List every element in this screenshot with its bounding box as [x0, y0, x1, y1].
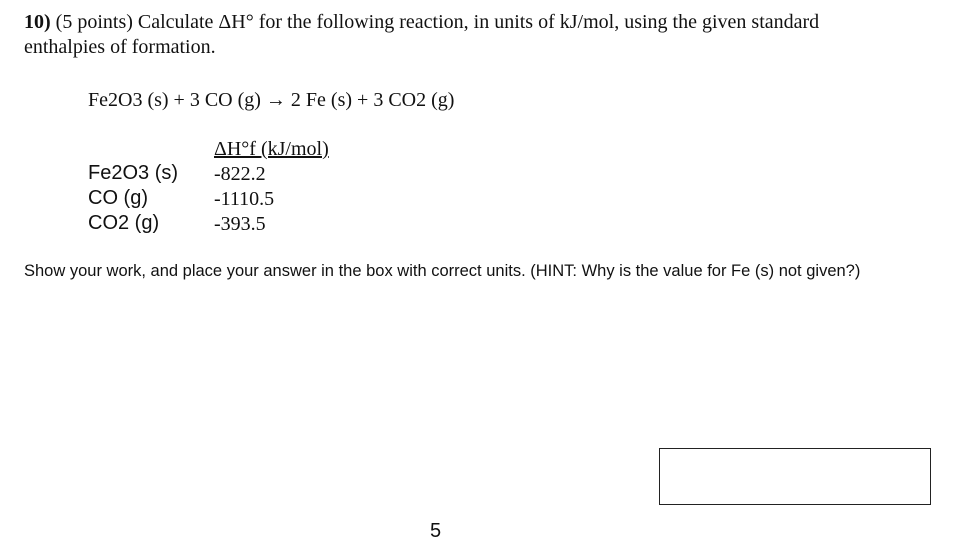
instructions-text: Show your work, and place your answer in the box with correct units. (HINT: Why is the value for Fe (s) not given?) [24, 262, 861, 280]
enthalpy-header: ΔH°f (kJ/mol) [214, 138, 329, 160]
species-column [88, 161, 178, 236]
enthalpy-column [214, 137, 329, 237]
reaction-equation: Fe2O3 (s) + 3 CO (g) → 2 Fe (s) + 3 CO2 (g) [88, 89, 455, 111]
enthalpy-co2: -393.5 [214, 213, 266, 235]
species-co2: CO2 (g) [88, 212, 160, 234]
species-co: CO (g) [88, 187, 148, 209]
enthalpy-co: -1110.5 [214, 188, 275, 210]
species-fe2o3: Fe2O3 (s) [88, 162, 179, 184]
enthalpy-fe2o3: -822.2 [214, 163, 266, 185]
page-number: 5 [430, 520, 442, 542]
question-number: 10) [24, 11, 51, 33]
answer-box[interactable] [659, 448, 931, 505]
question-text: (5 points) Calculate ΔH° for the following reaction, in units of kJ/mol, using the given standard enthalpies of formation. [24, 11, 820, 58]
question-prompt [24, 10, 904, 60]
